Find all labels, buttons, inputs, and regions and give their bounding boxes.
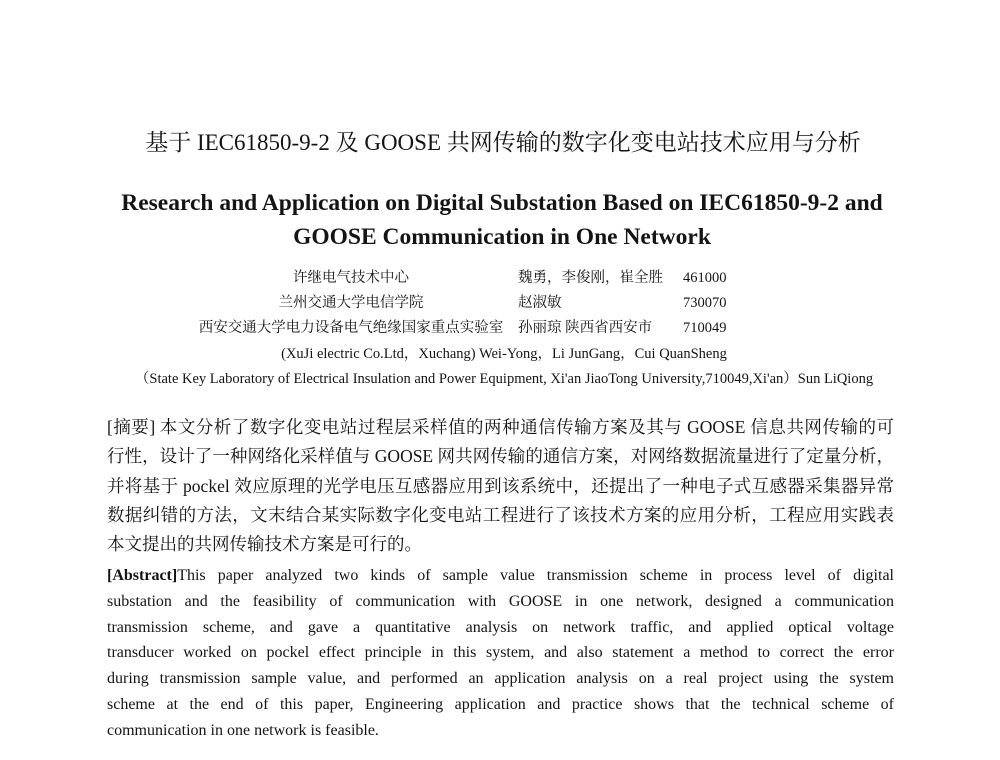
title-chinese: 基于 IEC61850-9-2 及 GOOSE 共网传输的数字化变电站技术应用与分析 — [145, 130, 861, 155]
abstract-chinese-line: 本文提出的共网传输技术方案是可行的。 — [107, 534, 422, 555]
abstract-chinese-line — [107, 413, 894, 442]
abstract-english-text: This paper analyzed two kinds of sample value transmission scheme in process level of digital — [177, 567, 894, 584]
affiliation-postcode: 461000 — [683, 270, 727, 286]
title-english — [0, 186, 1000, 254]
abstract-english-line: substation and the feasibility of communication with GOOSE in one network, designed a communication — [107, 592, 894, 610]
title-english-line-2: GOOSE Communication in One Network — [293, 224, 711, 250]
affiliation-org: 兰州交通大学电信学院 — [278, 295, 424, 311]
abstract-chinese-label: [摘要] — [107, 417, 156, 437]
affiliation-english-line-1: (XuJi electric Co.Ltd，Xuchang) Wei-Yong，Li JunGang，Cui QuanSheng — [281, 346, 727, 362]
abstract-chinese-line: 并将基于 pockel 效应原理的光学电压互感器应用到该系统中，还提出了一种电子式互感器采集器异常 — [107, 475, 894, 496]
affiliation-org: 许继电气技术中心 — [293, 270, 409, 286]
abstract-chinese — [107, 413, 894, 559]
abstract-english-label: [Abstract] — [107, 567, 178, 584]
affiliation-row — [0, 316, 1000, 341]
abstract-english-line: during transmission sample value, and performed an application analysis on a real project using the system — [107, 670, 894, 688]
abstract-english-line: scheme at the end of this paper, Engineering application and practice shows that the technical scheme of — [107, 695, 894, 713]
abstract-english — [107, 563, 894, 744]
abstract-english-line: communication in one network is feasible. — [107, 721, 379, 739]
affiliation-postcode: 710049 — [683, 320, 727, 336]
abstract-chinese-line: 数据纠错的方法，文末结合某实际数字化变电站工程进行了该技术方案的应用分析，工程应用实践表 — [107, 504, 894, 525]
abstract-chinese-line: 行性，设计了一种网络化采样值与 GOOSE 网共网传输的通信方案，对网络数据流量进行了定量分析， — [107, 446, 894, 467]
affiliation-table — [0, 266, 1000, 341]
affiliation-postcode: 730070 — [683, 295, 727, 311]
title-english-line-1: Research and Application on Digital Substation Based on IEC61850-9-2 and — [121, 190, 883, 216]
affiliation-english-line-2: （State Key Laboratory of Electrical Insulation and Power Equipment, Xi'an JiaoTong University,710049,Xi'an）Sun LiQiong — [134, 371, 874, 387]
abstract-chinese-text: 本文分析了数字化变电站过程层采样值的两种通信传输方案及其与 GOOSE 信息共网传输的可 — [159, 417, 894, 437]
abstract-english-line: transmission scheme, and gave a quantitative analysis on network traffic, and applied optical voltage — [107, 618, 894, 636]
abstract-english-line — [107, 563, 894, 589]
affiliation-org: 西安交通大学电力设备电气绝缘国家重点实验室 — [198, 320, 504, 336]
affiliation-authors: 孙丽琼 陕西省西安市 — [518, 320, 653, 336]
affiliation-english — [0, 342, 1000, 392]
affiliation-authors: 赵淑敏 — [518, 295, 562, 311]
affiliation-row — [0, 291, 1000, 316]
affiliation-authors: 魏勇，李俊刚，崔全胜 — [518, 270, 663, 286]
abstract-english-line: transducer worked on pockel effect principle in this system, and also statement a method to correct the error — [107, 644, 894, 662]
affiliation-row — [0, 266, 1000, 291]
